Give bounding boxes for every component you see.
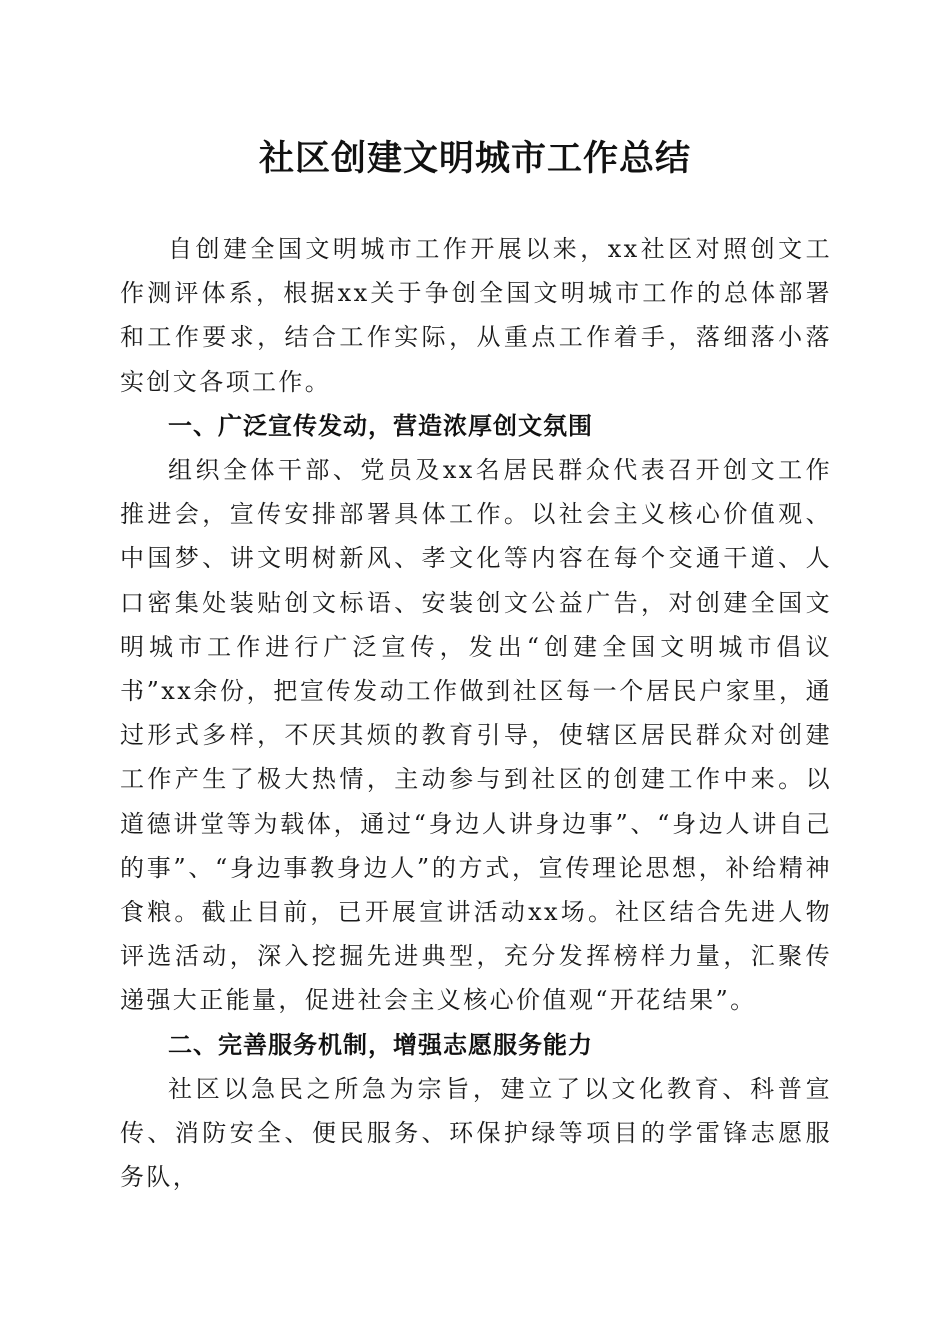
document-body	[120, 227, 832, 1199]
section-heading-2: 二、完善服务机制，增强志愿服务能力	[168, 1030, 593, 1059]
section-heading-1: 一、广泛宣传发动，营造浓厚创文氛围	[168, 411, 593, 440]
section-body-2: 社区以急民之所急为宗旨，建立了以文化教育、科普宣传、消防安全、便民服务、环保护绿等项目的学雷锋志愿服务队，	[120, 1074, 832, 1192]
document-title: 社区创建文明城市工作总结	[258, 138, 691, 179]
intro-paragraph: 自创建全国文明城市工作开展以来，xx社区对照创文工作测评体系，根据xx关于争创全国文明城市工作的总体部署和工作要求，结合工作实际，从重点工作着手，落细落小落实创文各项工作。	[120, 235, 832, 396]
section-body-1: 组织全体干部、党员及xx名居民群众代表召开创文工作推进会，宣传安排部署具体工作。以社会主义核心价值观、中国梦、讲文明树新风、孝文化等内容在每个交通干道、人口密集处装贴创文标语、安装创文公益广告，对创建全国文明城市工作进行广泛宣传，发出“创建全国文明城市倡议书”xx余份，把宣传发动工作做到社区每一个居民户家里，通过形式多样，不厌其烦的教育引导，使辖区居民群众对创建工作产生了极大热情，主动参与到社区的创建工作中来。以道德讲堂等为载体，通过“身边人讲身边事”、“身边人讲自己的事”、“身边事教身边人”的方式，宣传理论思想，补给精神食粮。截止目前，已开展宣讲活动xx场。社区结合先进人物评选活动，深入挖掘先进典型，充分发挥榜样力量，汇聚传递强大正能量，促进社会主义核心价值观“开花结果”。	[120, 456, 832, 1015]
